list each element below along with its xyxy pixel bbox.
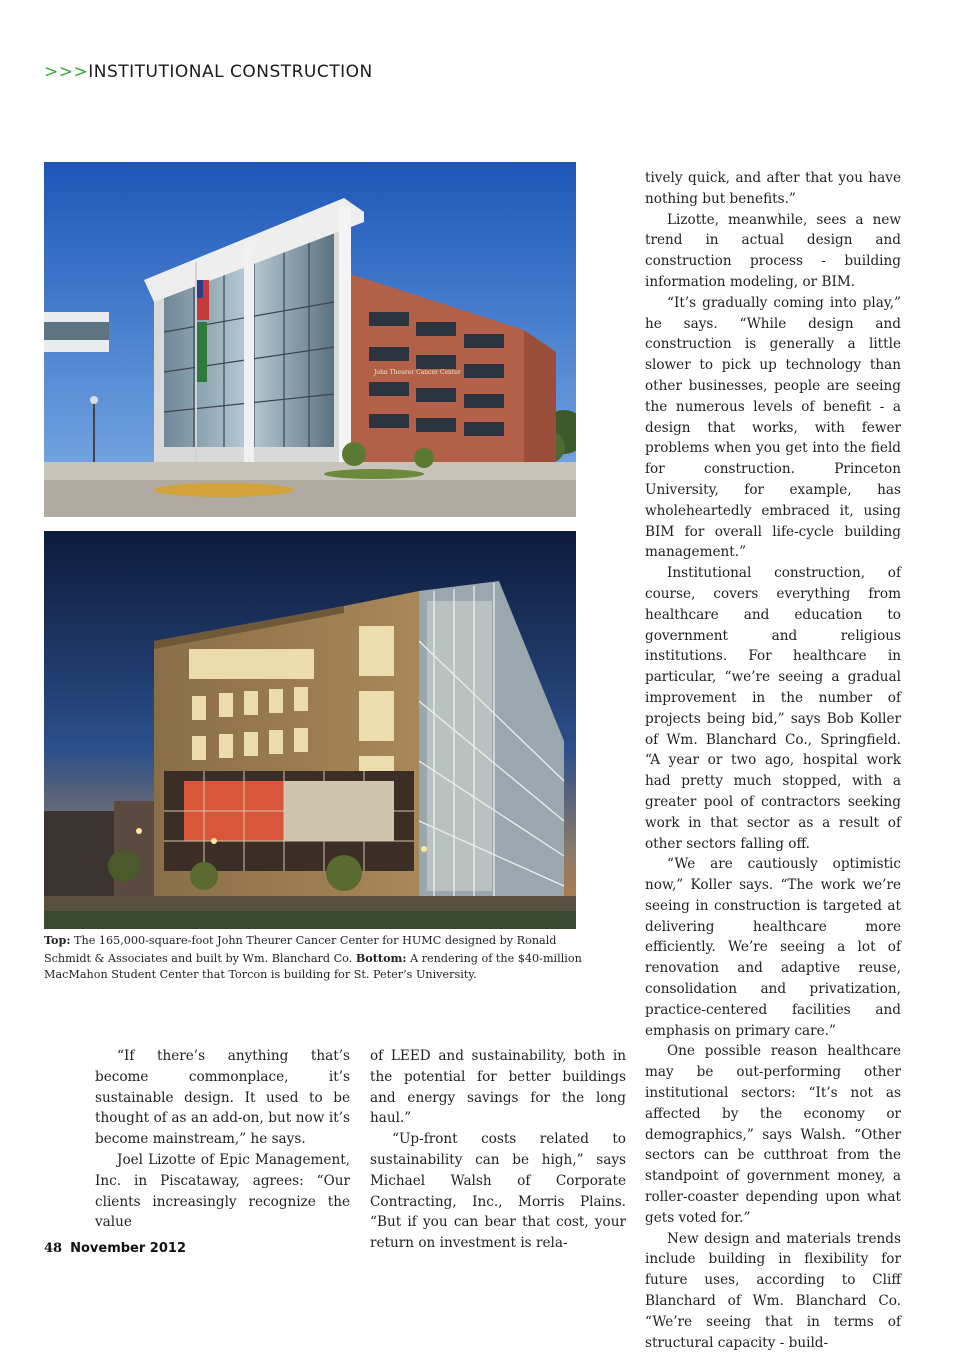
article-column-2 [370,1046,626,1254]
paragraph: Joel Lizotte of Epic Management, Inc. in Piscataway, agrees: “Our clients increasingly recognize the value [95,1151,350,1231]
paragraph: “If there’s anything that’s become commonplace, it’s sustainable design. It used to be thought of as an add-on, but now it’s become mainstream,” he says. [95,1048,350,1148]
paragraph: “It’s gradually coming into play,” he says. “While design and construction is generally a little slower to pick up technology than other businesses, people are seeing the numerous levels of benefit - a design that works, with fewer problems when you get into the field for construction. Princeton University, for example, has wholeheartedly embraced it, using BIM for overall life-cycle building management.” [645,294,901,561]
photo-caption [44,932,584,984]
paragraph: “Up-front costs related to sustainability can be high,” says Michael Walsh of Corporate Contracting, Inc., Morris Plains. “But if you can bear that cost, your return on investment is rela- [370,1131,626,1252]
issue-date: November 2012 [70,1241,186,1256]
section-arrows: >>> [44,62,89,82]
caption-bottom-label: Bottom: [355,950,407,965]
page-footer [44,1241,186,1256]
section-title: INSTITUTIONAL CONSTRUCTION [88,62,373,82]
article-column-1 [95,1046,350,1233]
building-sign: John Theurer Cancer Center [374,369,461,376]
paragraph: New design and materials trends include building in flexibility for future uses, according to Cliff Blanchard of Wm. Blanchard Co. “We’re seeing that in terms of structural capacity - build- [645,1230,901,1351]
paragraph: Lizotte, meanwhile, sees a new trend in actual design and construction process - building information modeling, or BIM. [645,211,901,290]
caption-top-text: The 165,000-square-foot John Theurer Cancer Center for HUMC designed by Ronald Schmidt & Associates and built by Wm. Blanchard Co. [44,934,557,965]
section-header [44,62,373,82]
photo-cancer-center [44,162,576,517]
paragraph: “We are cautiously optimistic now,” Koller says. “The work we’re seeing in construction is targeted at delivering healthcare more efficiently. We’re seeing a lot of renovation and adaptive reuse, consolidation and privatization, practice-centered facilities and emphasis on primary care.” [645,856,901,1039]
paragraph: tively quick, and after that you have nothing but benefits.” [645,170,901,207]
article-column-3 [645,168,901,1353]
paragraph: Institutional construction, of course, covers everything from healthcare and education to government and religious institutions. For healthcare in particular, “we’re seeing a gradual improvement in the number of projects being bid,” says Bob Koller of Wm. Blanchard Co., Springfield. “A year or two ago, hospital work had pretty much stopped, with a greater pool of contractors seeking work in that sector as a result of other sectors falling off. [645,565,901,852]
photo-student-center-rendering [44,531,576,929]
paragraph: of LEED and sustainability, both in the potential for better buildings and energy savings for the long haul.” [370,1048,626,1127]
paragraph: One possible reason healthcare may be out-performing other institutional sectors: “It’s not as affected by the economy or demographics,” says Walsh. “Other sectors can be cutthroat from the standpoint of government money, a roller-coaster depending upon what gets voted for.” [645,1043,901,1226]
page-number: 48 [44,1241,63,1256]
caption-top-label: Top: [44,933,71,947]
caption-bottom-text: A rendering of the $40-million MacMahon Student Center that Torcon is building for St. Peter’s University. [44,951,582,981]
